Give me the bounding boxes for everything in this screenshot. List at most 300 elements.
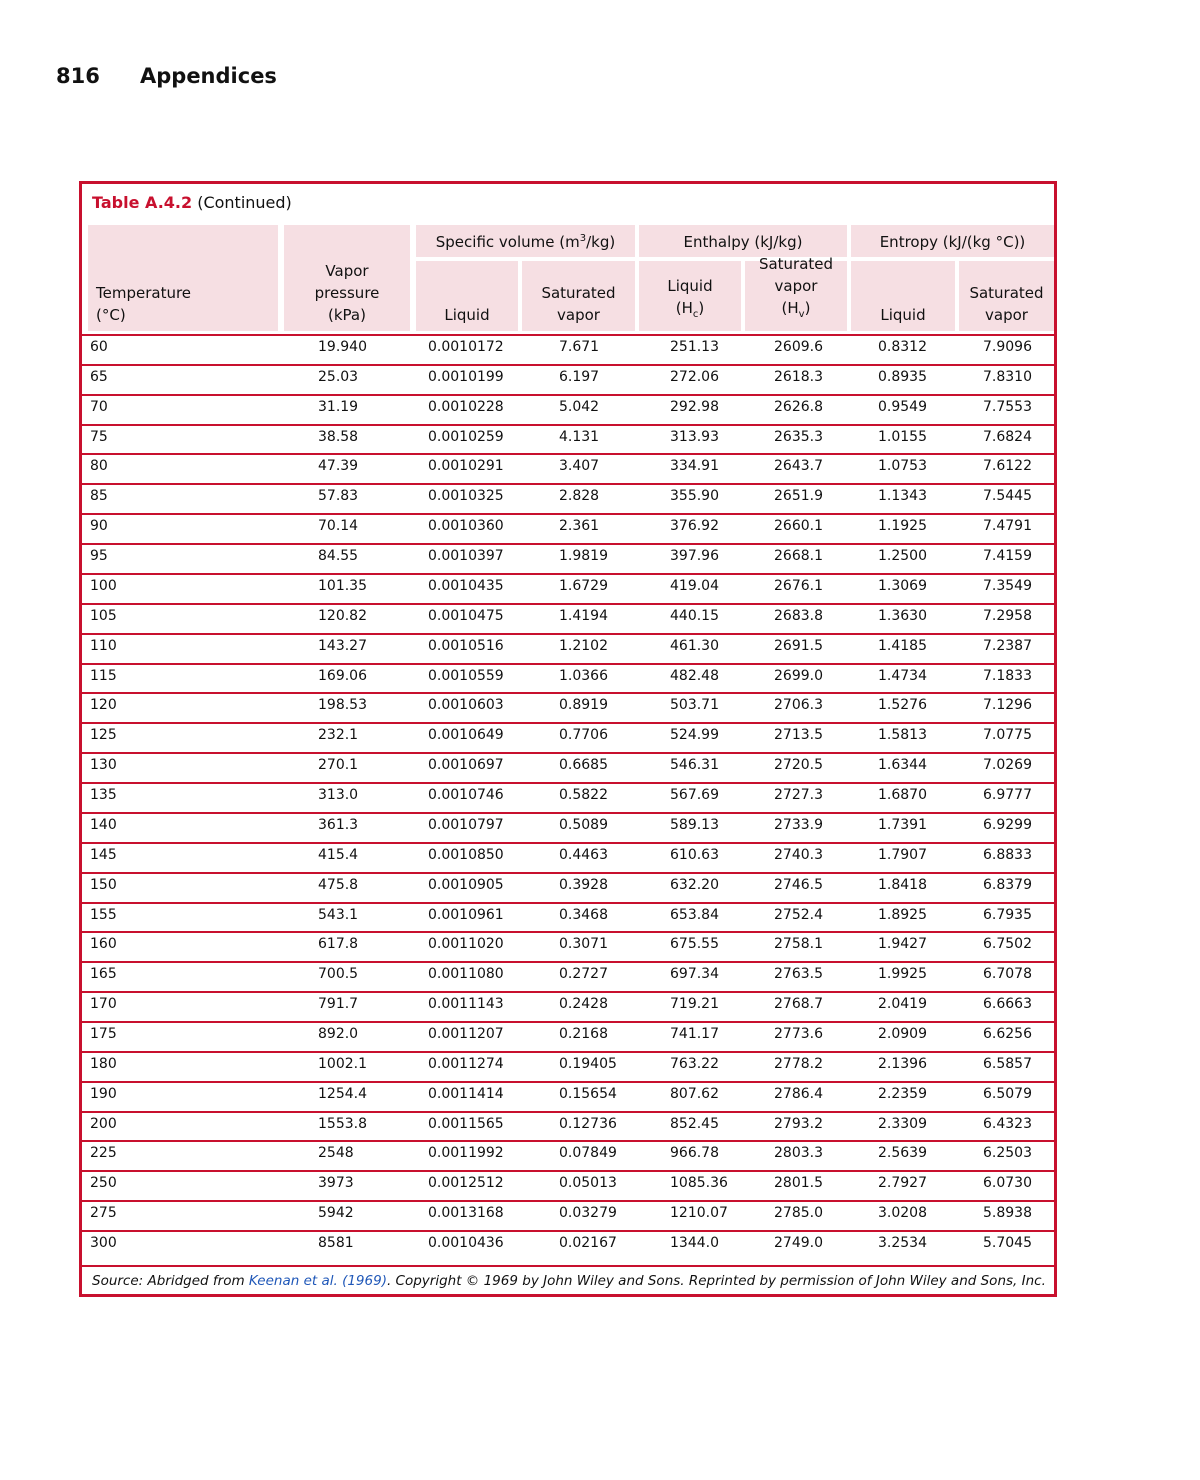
table-row	[82, 513, 1054, 541]
cell-temperature: 95	[90, 548, 108, 565]
cell-h-saturated-vapor: 2609.6	[774, 339, 823, 355]
cell-temperature: 300	[90, 1235, 117, 1252]
cell-temperature: 145	[90, 846, 117, 863]
header-s-liquid	[851, 261, 955, 331]
cell-h-saturated-vapor: 2720.5	[774, 757, 823, 774]
cell-h-saturated-vapor: 2727.3	[774, 787, 823, 804]
table-row	[82, 782, 1054, 810]
header-group-specific-volume	[416, 225, 635, 257]
cell-vapor-pressure: 543.1	[318, 906, 359, 923]
cell-sv-liquid: 0.0010559	[428, 667, 504, 684]
cell-h-saturated-vapor: 2773.6	[774, 1026, 823, 1042]
cell-h-saturated-vapor: 2660.1	[774, 518, 823, 535]
cell-s-saturated-vapor: 5.8938	[983, 1205, 1032, 1222]
cell-s-liquid: 2.2359	[878, 1085, 927, 1102]
cell-sv-saturated-vapor: 1.2102	[559, 637, 608, 654]
cell-sv-liquid: 0.0010797	[428, 816, 504, 833]
cell-h-liquid: 376.92	[670, 518, 719, 535]
cell-sv-saturated-vapor: 0.03279	[559, 1205, 617, 1222]
cell-h-saturated-vapor: 2749.0	[774, 1235, 823, 1252]
cell-sv-liquid: 0.0011143	[428, 996, 504, 1013]
cell-vapor-pressure: 38.58	[318, 428, 359, 445]
table-row	[82, 931, 1054, 959]
cell-sv-saturated-vapor: 1.4194	[559, 607, 608, 624]
cell-h-liquid: 852.45	[670, 1115, 719, 1132]
cell-h-saturated-vapor: 2713.5	[774, 727, 823, 744]
cell-h-saturated-vapor: 2758.1	[774, 936, 823, 953]
cell-temperature: 150	[90, 876, 117, 893]
cell-temperature: 75	[90, 428, 108, 445]
header-h-sat-line2: vapor	[774, 277, 818, 295]
table-row	[82, 334, 1054, 362]
cell-s-saturated-vapor: 7.4159	[983, 548, 1032, 565]
cell-temperature: 165	[90, 966, 117, 983]
table-row	[82, 961, 1054, 989]
cell-sv-liquid: 0.0010961	[428, 906, 504, 923]
cell-temperature: 200	[90, 1115, 117, 1132]
running-header	[56, 64, 277, 100]
cell-temperature: 250	[90, 1175, 117, 1192]
cell-sv-liquid: 0.0011565	[428, 1115, 504, 1132]
cell-sv-saturated-vapor: 0.4463	[559, 846, 608, 863]
cell-sv-saturated-vapor: 0.15654	[559, 1085, 617, 1102]
cell-sv-liquid: 0.0012512	[428, 1175, 504, 1192]
cell-vapor-pressure: 1002.1	[318, 1055, 367, 1072]
cell-temperature: 160	[90, 936, 117, 953]
cell-sv-liquid: 0.0010746	[428, 787, 504, 804]
cell-s-saturated-vapor: 6.9777	[983, 787, 1032, 804]
header-temperature-label: Temperature	[96, 284, 192, 302]
cell-temperature: 175	[90, 1026, 117, 1042]
table-row	[82, 543, 1054, 571]
cell-sv-saturated-vapor: 0.12736	[559, 1115, 617, 1132]
cell-s-saturated-vapor: 6.6663	[983, 996, 1032, 1013]
cell-vapor-pressure: 19.940	[318, 339, 367, 355]
cell-h-saturated-vapor: 2768.7	[774, 996, 823, 1013]
table-row	[82, 1200, 1054, 1228]
cell-vapor-pressure: 617.8	[318, 936, 359, 953]
header-sv-sat-line2: vapor	[557, 306, 600, 324]
cell-temperature: 170	[90, 996, 117, 1013]
cell-temperature: 100	[90, 577, 117, 594]
table-row	[82, 603, 1054, 631]
cell-h-saturated-vapor: 2635.3	[774, 428, 823, 445]
cell-h-saturated-vapor: 2785.0	[774, 1205, 823, 1222]
cell-sv-saturated-vapor: 0.5822	[559, 787, 608, 804]
group-specific-volume-tail: /kg)	[586, 233, 616, 251]
cell-s-liquid: 2.5639	[878, 1145, 927, 1162]
cell-sv-liquid: 0.0010291	[428, 458, 504, 475]
table-row	[82, 1051, 1054, 1079]
cell-temperature: 155	[90, 906, 117, 923]
cell-h-saturated-vapor: 2752.4	[774, 906, 823, 923]
cell-s-liquid: 2.0419	[878, 996, 927, 1013]
cell-h-liquid: 653.84	[670, 906, 719, 923]
cell-vapor-pressure: 101.35	[318, 577, 367, 594]
cell-s-saturated-vapor: 6.8379	[983, 876, 1032, 893]
cell-sv-saturated-vapor: 0.2168	[559, 1026, 608, 1042]
table-continued: (Continued)	[197, 193, 292, 212]
cell-sv-liquid: 0.0010435	[428, 577, 504, 594]
cell-sv-liquid: 0.0010697	[428, 757, 504, 774]
cell-h-saturated-vapor: 2691.5	[774, 637, 823, 654]
cell-h-saturated-vapor: 2699.0	[774, 667, 823, 684]
cell-sv-liquid: 0.0011414	[428, 1085, 504, 1102]
cell-sv-liquid: 0.0010199	[428, 368, 504, 385]
cell-s-liquid: 1.5276	[878, 697, 927, 714]
table-row	[82, 722, 1054, 750]
cell-vapor-pressure: 2548	[318, 1145, 354, 1162]
header-s-sat-line1: Saturated	[969, 284, 1044, 302]
cell-vapor-pressure: 361.3	[318, 816, 359, 833]
cell-s-liquid: 1.9925	[878, 966, 927, 983]
cell-h-liquid: 1210.07	[670, 1205, 728, 1222]
cell-vapor-pressure: 5942	[318, 1205, 354, 1222]
group-specific-volume-sup: 3	[579, 233, 587, 244]
cell-h-liquid: 807.62	[670, 1085, 719, 1102]
cell-h-saturated-vapor: 2626.8	[774, 398, 823, 415]
cell-h-liquid: 546.31	[670, 757, 719, 774]
cell-sv-liquid: 0.0011274	[428, 1055, 504, 1072]
cell-temperature: 180	[90, 1055, 117, 1072]
header-temperature-unit: (°C)	[96, 306, 126, 324]
header-s-liquid-label: Liquid	[880, 306, 926, 324]
cell-sv-saturated-vapor: 0.3928	[559, 876, 608, 893]
cell-vapor-pressure: 892.0	[318, 1026, 359, 1042]
cell-h-liquid: 589.13	[670, 816, 719, 833]
header-temperature	[88, 225, 278, 331]
cell-vapor-pressure: 143.27	[318, 637, 367, 654]
cell-vapor-pressure: 31.19	[318, 398, 359, 415]
cell-temperature: 85	[90, 488, 108, 505]
table-row	[82, 872, 1054, 900]
cell-s-saturated-vapor: 6.2503	[983, 1145, 1032, 1162]
cell-h-liquid: 292.98	[670, 398, 719, 415]
header-sv-saturated-vapor	[522, 261, 635, 331]
cell-sv-saturated-vapor: 3.407	[559, 458, 600, 475]
table-row	[82, 1140, 1054, 1168]
cell-sv-liquid: 0.0010397	[428, 548, 504, 565]
table-row	[82, 1170, 1054, 1198]
cell-s-liquid: 2.7927	[878, 1175, 927, 1192]
cell-temperature: 120	[90, 697, 117, 714]
cell-s-liquid: 1.6344	[878, 757, 927, 774]
table-label: Table A.4.2	[92, 193, 193, 212]
cell-s-liquid: 1.4734	[878, 667, 927, 684]
cell-s-liquid: 2.0909	[878, 1026, 927, 1042]
cell-sv-saturated-vapor: 1.6729	[559, 577, 608, 594]
cell-sv-liquid: 0.0013168	[428, 1205, 504, 1222]
cell-s-liquid: 1.5813	[878, 727, 927, 744]
cell-s-liquid: 1.0753	[878, 458, 927, 475]
cell-s-liquid: 0.9549	[878, 398, 927, 415]
cell-temperature: 90	[90, 518, 108, 535]
cell-vapor-pressure: 475.8	[318, 876, 359, 893]
header-sv-liquid-label: Liquid	[444, 306, 490, 324]
cell-sv-liquid: 0.0010436	[428, 1235, 504, 1252]
table-row	[82, 364, 1054, 392]
cell-h-liquid: 397.96	[670, 548, 719, 565]
table-row	[82, 453, 1054, 481]
cell-vapor-pressure: 1553.8	[318, 1115, 367, 1132]
cell-h-saturated-vapor: 2651.9	[774, 488, 823, 505]
cell-h-liquid: 741.17	[670, 1026, 719, 1042]
cell-s-liquid: 2.1396	[878, 1055, 927, 1072]
cell-s-liquid: 1.7391	[878, 816, 927, 833]
cell-vapor-pressure: 8581	[318, 1235, 354, 1252]
cell-h-saturated-vapor: 2801.5	[774, 1175, 823, 1192]
cell-s-saturated-vapor: 7.8310	[983, 368, 1032, 385]
table-caption	[92, 193, 292, 212]
cell-h-liquid: 461.30	[670, 637, 719, 654]
table-row	[82, 842, 1054, 870]
cell-sv-saturated-vapor: 5.042	[559, 398, 600, 415]
cell-h-liquid: 251.13	[670, 339, 719, 355]
cell-s-saturated-vapor: 6.9299	[983, 816, 1032, 833]
cell-vapor-pressure: 70.14	[318, 518, 359, 535]
cell-s-saturated-vapor: 7.1296	[983, 697, 1032, 714]
cell-sv-liquid: 0.0011020	[428, 936, 504, 953]
cell-h-liquid: 1344.0	[670, 1235, 719, 1252]
cell-temperature: 70	[90, 398, 108, 415]
cell-s-saturated-vapor: 6.8833	[983, 846, 1032, 863]
cell-sv-saturated-vapor: 7.671	[559, 339, 600, 355]
cell-h-liquid: 1085.36	[670, 1175, 728, 1192]
table-row	[82, 663, 1054, 691]
cell-vapor-pressure: 313.0	[318, 787, 359, 804]
cell-s-liquid: 1.0155	[878, 428, 927, 445]
header-vapor-pressure	[284, 225, 410, 331]
cell-temperature: 125	[90, 727, 117, 744]
cell-h-saturated-vapor: 2643.7	[774, 458, 823, 475]
cell-s-saturated-vapor: 7.2958	[983, 607, 1032, 624]
cell-sv-liquid: 0.0010360	[428, 518, 504, 535]
cell-sv-liquid: 0.0010603	[428, 697, 504, 714]
cell-s-saturated-vapor: 6.6256	[983, 1026, 1032, 1042]
cell-h-saturated-vapor: 2778.2	[774, 1055, 823, 1072]
header-h-sat-symbol	[745, 297, 847, 326]
header-group-entropy	[851, 225, 1054, 257]
cell-h-saturated-vapor: 2793.2	[774, 1115, 823, 1132]
table-row	[82, 1081, 1054, 1109]
cell-h-saturated-vapor: 2706.3	[774, 697, 823, 714]
header-h-saturated-vapor	[745, 255, 847, 331]
cell-sv-saturated-vapor: 0.19405	[559, 1055, 617, 1072]
cell-sv-liquid: 0.0010475	[428, 607, 504, 624]
cell-h-liquid: 524.99	[670, 727, 719, 744]
cell-temperature: 110	[90, 637, 117, 654]
cell-vapor-pressure: 700.5	[318, 966, 359, 983]
cell-h-saturated-vapor: 2740.3	[774, 846, 823, 863]
cell-temperature: 65	[90, 368, 108, 385]
cell-sv-saturated-vapor: 0.5089	[559, 816, 608, 833]
cell-sv-liquid: 0.0010325	[428, 488, 504, 505]
source-suffix: . Copyright © 1969 by John Wiley and Sons. Reprinted by permission of John Wiley and Sons, Inc.	[386, 1273, 1046, 1289]
cell-sv-saturated-vapor: 0.3468	[559, 906, 608, 923]
cell-s-liquid: 1.7907	[878, 846, 927, 863]
cell-h-liquid: 503.71	[670, 697, 719, 714]
cell-sv-liquid: 0.0010905	[428, 876, 504, 893]
cell-h-saturated-vapor: 2668.1	[774, 548, 823, 565]
cell-vapor-pressure: 47.39	[318, 458, 359, 475]
cell-sv-saturated-vapor: 1.9819	[559, 548, 608, 565]
header-h-liquid-symbol	[639, 297, 741, 326]
section-title: Appendices	[140, 64, 277, 88]
cell-vapor-pressure: 25.03	[318, 368, 359, 385]
table-row	[82, 812, 1054, 840]
header-vapor-pressure-line1: Vapor	[325, 262, 369, 280]
header-h-liquid-line1: Liquid	[667, 277, 713, 295]
page-number: 816	[56, 64, 100, 88]
cell-sv-liquid: 0.0010259	[428, 428, 504, 445]
cell-temperature: 105	[90, 607, 117, 624]
cell-h-liquid: 440.15	[670, 607, 719, 624]
cell-h-liquid: 419.04	[670, 577, 719, 594]
cell-s-liquid: 1.1925	[878, 518, 927, 535]
h-sat-close: )	[804, 299, 811, 317]
cell-temperature: 115	[90, 667, 117, 684]
cell-h-liquid: 355.90	[670, 488, 719, 505]
cell-s-liquid: 2.3309	[878, 1115, 927, 1132]
cell-sv-liquid: 0.0011080	[428, 966, 504, 983]
cell-s-saturated-vapor: 7.3549	[983, 577, 1032, 594]
cell-s-saturated-vapor: 7.0775	[983, 727, 1032, 744]
header-sv-sat-line1: Saturated	[541, 284, 616, 302]
cell-s-liquid: 3.2534	[878, 1235, 927, 1252]
cell-s-liquid: 1.4185	[878, 637, 927, 654]
table-row	[82, 573, 1054, 601]
cell-h-liquid: 610.63	[670, 846, 719, 863]
group-entropy-label: Entropy (kJ/(kg °C))	[879, 233, 1026, 251]
cell-s-saturated-vapor: 7.6122	[983, 458, 1032, 475]
cell-temperature: 140	[90, 816, 117, 833]
cell-s-saturated-vapor: 6.0730	[983, 1175, 1032, 1192]
cell-s-saturated-vapor: 6.7935	[983, 906, 1032, 923]
cell-vapor-pressure: 120.82	[318, 607, 367, 624]
cell-s-liquid: 1.3069	[878, 577, 927, 594]
cell-sv-saturated-vapor: 2.828	[559, 488, 600, 505]
cell-h-liquid: 966.78	[670, 1145, 719, 1162]
cell-h-saturated-vapor: 2683.8	[774, 607, 823, 624]
cell-temperature: 190	[90, 1085, 117, 1102]
source-prefix: Source: Abridged from	[92, 1273, 249, 1289]
h-liquid-open: (H	[675, 299, 693, 317]
cell-h-liquid: 482.48	[670, 667, 719, 684]
cell-sv-saturated-vapor: 0.2428	[559, 996, 608, 1013]
cell-s-liquid: 1.2500	[878, 548, 927, 565]
cell-s-liquid: 1.9427	[878, 936, 927, 953]
cell-s-saturated-vapor: 6.7078	[983, 966, 1032, 983]
cell-h-liquid: 697.34	[670, 966, 719, 983]
table-row	[82, 424, 1054, 452]
group-specific-volume-label: Specific volume (m	[435, 233, 580, 251]
cell-sv-saturated-vapor: 1.0366	[559, 667, 608, 684]
cell-sv-saturated-vapor: 2.361	[559, 518, 600, 535]
cell-h-liquid: 567.69	[670, 787, 719, 804]
cell-h-liquid: 272.06	[670, 368, 719, 385]
header-sv-liquid	[416, 261, 518, 331]
cell-h-saturated-vapor: 2733.9	[774, 816, 823, 833]
cell-h-liquid: 675.55	[670, 936, 719, 953]
cell-vapor-pressure: 3973	[318, 1175, 354, 1192]
table-row	[82, 633, 1054, 661]
cell-sv-saturated-vapor: 6.197	[559, 368, 600, 385]
header-s-saturated-vapor	[959, 261, 1054, 331]
cell-s-saturated-vapor: 7.7553	[983, 398, 1032, 415]
cell-s-liquid: 1.8418	[878, 876, 927, 893]
cell-temperature: 80	[90, 458, 108, 475]
group-enthalpy-label: Enthalpy (kJ/kg)	[683, 233, 803, 251]
source-citation-link[interactable]: Keenan et al. (1969)	[248, 1273, 387, 1289]
cell-h-liquid: 313.93	[670, 428, 719, 445]
cell-sv-liquid: 0.0011207	[428, 1026, 504, 1042]
cell-h-saturated-vapor: 2676.1	[774, 577, 823, 594]
header-vapor-pressure-unit: (kPa)	[328, 306, 366, 324]
cell-s-liquid: 1.1343	[878, 488, 927, 505]
cell-h-saturated-vapor: 2786.4	[774, 1085, 823, 1102]
cell-s-saturated-vapor: 6.5857	[983, 1055, 1032, 1072]
cell-sv-liquid: 0.0010649	[428, 727, 504, 744]
cell-sv-saturated-vapor: 0.8919	[559, 697, 608, 714]
cell-temperature: 225	[90, 1145, 117, 1162]
cell-sv-saturated-vapor: 0.2727	[559, 966, 608, 983]
cell-s-saturated-vapor: 7.0269	[983, 757, 1032, 774]
cell-sv-liquid: 0.0010228	[428, 398, 504, 415]
h-sat-sub: v	[798, 309, 805, 320]
cell-sv-saturated-vapor: 0.02167	[559, 1235, 617, 1252]
table-row	[82, 394, 1054, 422]
cell-temperature: 60	[90, 339, 108, 355]
cell-h-saturated-vapor: 2746.5	[774, 876, 823, 893]
table-row	[82, 752, 1054, 780]
table-row	[82, 483, 1054, 511]
table-row	[82, 902, 1054, 930]
table-row	[82, 1230, 1054, 1258]
cell-sv-saturated-vapor: 0.05013	[559, 1175, 617, 1192]
cell-s-liquid: 1.8925	[878, 906, 927, 923]
cell-h-liquid: 632.20	[670, 876, 719, 893]
cell-vapor-pressure: 232.1	[318, 727, 359, 744]
cell-s-liquid: 3.0208	[878, 1205, 927, 1222]
cell-sv-liquid: 0.0010516	[428, 637, 504, 654]
cell-sv-saturated-vapor: 0.07849	[559, 1145, 617, 1162]
cell-s-liquid: 1.6870	[878, 787, 927, 804]
cell-s-saturated-vapor: 7.2387	[983, 637, 1032, 654]
table-row	[82, 692, 1054, 720]
table-row	[82, 1021, 1054, 1049]
cell-sv-liquid: 0.0011992	[428, 1145, 504, 1162]
cell-s-saturated-vapor: 7.6824	[983, 428, 1032, 445]
header-s-sat-line2: vapor	[985, 306, 1028, 324]
table-frame	[79, 181, 1057, 1297]
cell-s-saturated-vapor: 7.1833	[983, 667, 1032, 684]
cell-s-saturated-vapor: 7.5445	[983, 488, 1032, 505]
cell-h-saturated-vapor: 2763.5	[774, 966, 823, 983]
cell-vapor-pressure: 415.4	[318, 846, 359, 863]
cell-h-liquid: 334.91	[670, 458, 719, 475]
cell-sv-saturated-vapor: 0.3071	[559, 936, 608, 953]
cell-h-saturated-vapor: 2803.3	[774, 1145, 823, 1162]
cell-h-liquid: 719.21	[670, 996, 719, 1013]
cell-vapor-pressure: 169.06	[318, 667, 367, 684]
cell-s-saturated-vapor: 6.4323	[983, 1115, 1032, 1132]
cell-s-saturated-vapor: 6.5079	[983, 1085, 1032, 1102]
cell-vapor-pressure: 198.53	[318, 697, 367, 714]
cell-s-liquid: 1.3630	[878, 607, 927, 624]
cell-s-liquid: 0.8935	[878, 368, 927, 385]
cell-h-saturated-vapor: 2618.3	[774, 368, 823, 385]
cell-s-saturated-vapor: 7.4791	[983, 518, 1032, 535]
